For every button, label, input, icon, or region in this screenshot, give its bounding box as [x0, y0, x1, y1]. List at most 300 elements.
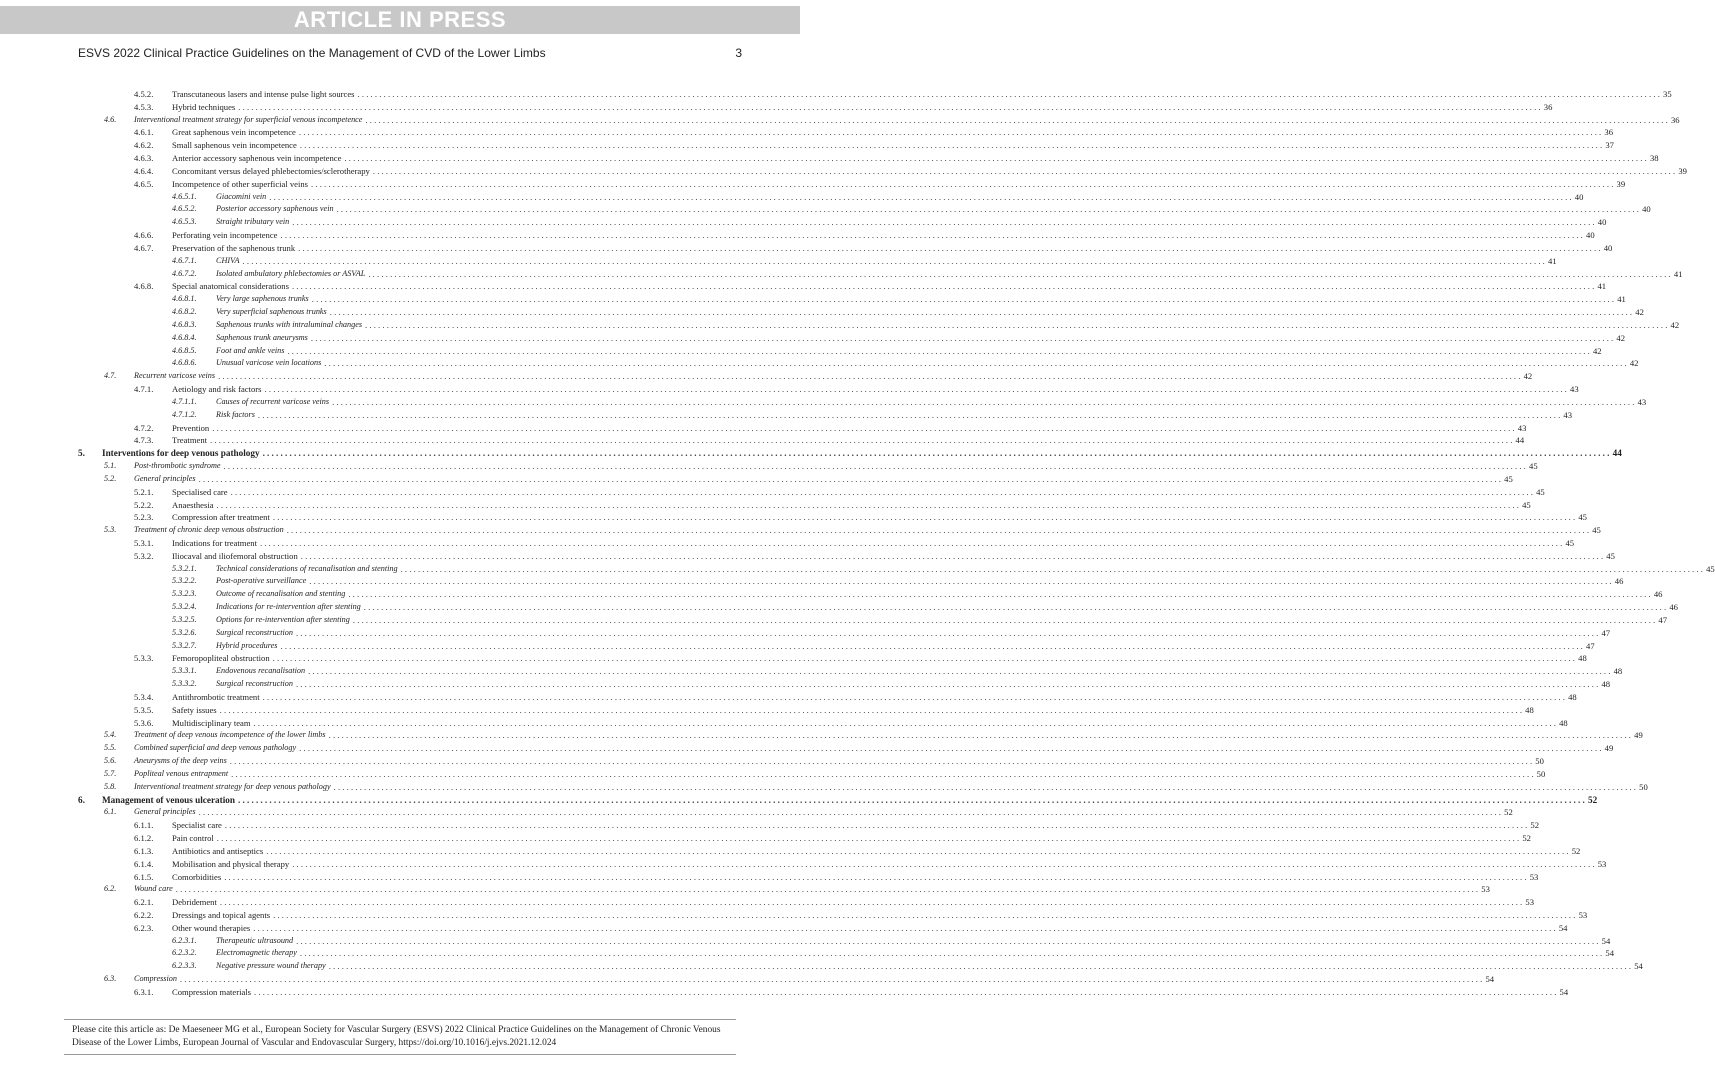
- toc-dot-leader: ............................................................................................................................................................................................................................................................................................................: [372, 165, 1678, 176]
- toc-entry-page: 52: [1522, 833, 1531, 844]
- toc-entry-page: 54: [1485, 974, 1495, 985]
- toc-entry-page: 53: [1525, 897, 1534, 908]
- toc-entry-number: 5.2.2.: [134, 499, 154, 510]
- toc-entry: [78, 319, 1680, 332]
- toc-entry-title: Treatment of chronic deep venous obstruction: [134, 524, 287, 537]
- toc-entry-number: 4.6.2.: [134, 140, 154, 151]
- toc-entry-number: 5.3.3.2.: [172, 679, 197, 689]
- toc-dot-leader: ............................................................................................................................................................................................................................................................................................................: [348, 589, 1653, 600]
- toc-entry-title: Safety issues: [172, 704, 220, 717]
- toc-entry: [78, 357, 1639, 370]
- toc-dot-leader: ............................................................................................................................................................................................................................................................................................................: [368, 268, 1673, 279]
- toc-dot-leader: ............................................................................................................................................................................................................................................................................................................: [324, 358, 1629, 369]
- toc-entry-number: 4.6.5.3.: [172, 217, 197, 227]
- toc-entry-number: 4.5.3.: [134, 101, 154, 112]
- toc-entry: [78, 781, 1648, 794]
- toc-entry: [78, 114, 1680, 127]
- toc-entry-page: 53: [1481, 884, 1490, 895]
- toc-entry: [78, 947, 1614, 960]
- toc-dot-leader: ............................................................................................................................................................................................................................................................................................................: [344, 153, 1649, 164]
- toc-entry: [78, 858, 1607, 871]
- toc-entry-page: 52: [1571, 845, 1581, 856]
- toc-dot-leader: ............................................................................................................................................................................................................................................................................................................: [299, 743, 1604, 754]
- toc-entry-number: 6.2.: [104, 884, 117, 894]
- toc-entry: [78, 896, 1534, 909]
- toc-entry-page: 37: [1605, 140, 1614, 151]
- toc-dot-leader: ............................................................................................................................................................................................................................................................................................................: [273, 910, 1578, 920]
- toc-entry-title: Hybrid procedures: [216, 640, 280, 653]
- toc-entry-page: 45: [1536, 486, 1545, 497]
- toc-entry-title: Specialised care: [172, 486, 231, 499]
- toc-entry: [78, 396, 1647, 409]
- toc-entry: [78, 922, 1568, 935]
- toc-entry-page: 45: [1578, 512, 1587, 523]
- toc-entry: [78, 152, 1659, 165]
- toc-entry: [78, 499, 1531, 512]
- toc-entry: [78, 126, 1613, 139]
- toc-entry-number: 4.7.1.1.: [172, 396, 197, 406]
- toc-entry-page: 50: [1536, 768, 1546, 779]
- toc-entry-number: 4.6.1.: [134, 127, 154, 138]
- toc-dot-leader: ............................................................................................................................................................................................................................................................................................................: [216, 499, 1522, 510]
- toc-entry-number: 6.2.1.: [134, 897, 154, 908]
- toc-dot-leader: ............................................................................................................................................................................................................................................................................................................: [253, 717, 1559, 728]
- toc-entry-title: Indications for treatment: [172, 537, 260, 550]
- toc-dot-leader: ............................................................................................................................................................................................................................................................................................................: [311, 294, 1617, 305]
- toc-dot-leader: ............................................................................................................................................................................................................................................................................................................: [231, 768, 1536, 779]
- toc-entry-page: 36: [1543, 101, 1553, 112]
- toc-dot-leader: ............................................................................................................................................................................................................................................................................................................: [336, 204, 1642, 215]
- toc-entry: [78, 806, 1513, 819]
- toc-entry-title: Very large saphenous trunks: [216, 293, 312, 306]
- toc-entry-title: Anterior accessory saphenous vein incompetence: [172, 152, 344, 165]
- toc-entry: [78, 729, 1643, 742]
- toc-entry-title: Great saphenous vein incompetence: [172, 126, 299, 139]
- toc-entry-number: 4.6.5.: [134, 178, 154, 189]
- toc-dot-leader: ............................................................................................................................................................................................................................................................................................................: [219, 897, 1525, 908]
- toc-dot-leader: ............................................................................................................................................................................................................................................................................................................: [237, 794, 1588, 805]
- toc-entry-number: 4.7.1.: [134, 384, 154, 395]
- toc-entry: [78, 255, 1557, 268]
- toc-entry-title: General principles: [134, 473, 199, 486]
- toc-entry-title: Pain control: [172, 832, 217, 845]
- toc-entry-title: Saphenous trunks with intraluminal changes: [216, 319, 365, 332]
- toc-entry-title: Causes of recurrent varicose veins: [216, 396, 332, 409]
- toc-entry-page: 52: [1530, 820, 1539, 831]
- toc-entry-title: Perforating vein incompetence: [172, 229, 280, 242]
- toc-dot-leader: ............................................................................................................................................................................................................................................................................................................: [295, 627, 1601, 638]
- toc-entry-page: 48: [1601, 679, 1611, 690]
- toc-dot-leader: ............................................................................................................................................................................................................................................................................................................: [295, 679, 1601, 690]
- toc-entry: [78, 460, 1538, 473]
- toc-entry-number: 5.3.3.1.: [172, 666, 197, 676]
- toc-entry: [78, 383, 1579, 396]
- toc-dot-leader: ............................................................................................................................................................................................................................................................................................................: [257, 409, 1563, 420]
- toc-entry-page: 41: [1673, 268, 1683, 279]
- toc-entry-title: Small saphenous vein incompetence: [172, 139, 300, 152]
- toc-entry-title: Preservation of the saphenous trunk: [172, 242, 298, 255]
- toc-entry-title: Dressings and topical agents: [172, 909, 273, 922]
- toc-entry-number: 5.3.2.6.: [172, 627, 197, 637]
- toc-dot-leader: ............................................................................................................................................................................................................................................................................................................: [296, 935, 1601, 946]
- toc-entry-number: 5.3.4.: [134, 691, 154, 702]
- toc-entry-number: 5.2.1.: [134, 486, 154, 497]
- toc-entry-title: Specialist care: [172, 819, 225, 832]
- toc-entry-page: 54: [1558, 922, 1568, 933]
- toc-entry-title: Iliocaval and iliofemoral obstruction: [172, 550, 301, 563]
- toc-entry-title: Special anatomical considerations: [172, 280, 292, 293]
- toc-entry-title: Very superficial saphenous trunks: [216, 306, 330, 319]
- toc-entry-number: 5.3.: [104, 525, 117, 535]
- toc-entry-number: 6.1.4.: [134, 858, 154, 869]
- toc-entry-title: Management of venous ulceration: [102, 794, 238, 807]
- toc-entry-page: 54: [1601, 935, 1611, 946]
- toc-entry-number: 6.1.: [104, 807, 117, 817]
- toc-entry-title: Treatment of deep venous incompetence of the lower limbs: [134, 729, 329, 742]
- toc-entry-title: Compression: [134, 973, 180, 986]
- toc-dot-leader: ............................................................................................................................................................................................................................................................................................................: [328, 961, 1634, 972]
- running-head-title: ESVS 2022 Clinical Practice Guidelines on the Management of CVD of the Lower Limbs: [78, 46, 546, 60]
- toc-entry-number: 5.3.2.2.: [172, 576, 197, 586]
- toc-entry-number: 5.3.2.: [134, 550, 154, 561]
- toc-dot-leader: ............................................................................................................................................................................................................................................................................................................: [216, 833, 1522, 844]
- toc-entry: [78, 216, 1607, 229]
- toc-dot-leader: ............................................................................................................................................................................................................................................................................................................: [230, 486, 1536, 497]
- toc-dot-leader: ............................................................................................................................................................................................................................................................................................................: [298, 242, 1603, 253]
- toc-entry-number: 5.2.3.: [134, 512, 154, 523]
- toc-entry-number: 5.: [78, 448, 85, 459]
- toc-entry-page: 40: [1574, 191, 1584, 202]
- toc-entry: [78, 537, 1575, 550]
- toc-entry-page: 46: [1614, 576, 1624, 587]
- toc-entry-title: Recurrent varicose veins: [134, 370, 218, 383]
- toc-entry-title: Options for re-intervention after stenting: [216, 614, 353, 627]
- toc-entry-page: 48: [1568, 691, 1577, 702]
- toc-entry-page: 42: [1616, 332, 1625, 343]
- toc-entry-number: 6.2.3.: [134, 922, 154, 933]
- toc-entry-title: Isolated ambulatory phlebectomies or ASVAL: [216, 268, 368, 281]
- toc-entry-page: 48: [1559, 717, 1568, 728]
- toc-entry-title: Endovenous recanalisation: [216, 665, 308, 678]
- toc-entry-page: 41: [1617, 294, 1626, 305]
- toc-entry-title: Antibiotics and antiseptics: [172, 845, 266, 858]
- toc-entry-title: Post-operative surveillance: [216, 575, 309, 588]
- toc-entry-page: 48: [1613, 666, 1623, 677]
- toc-entry-title: General principles: [134, 806, 199, 819]
- toc-entry-page: 45: [1592, 525, 1601, 536]
- toc-dot-leader: ............................................................................................................................................................................................................................................................................................................: [219, 704, 1525, 715]
- toc-entry-number: 4.6.8.2.: [172, 307, 197, 317]
- toc-entry-page: 53: [1529, 871, 1539, 882]
- toc-dot-leader: ............................................................................................................................................................................................................................................................................................................: [311, 178, 1616, 189]
- toc-entry-page: 43: [1517, 422, 1527, 433]
- toc-dot-leader: ............................................................................................................................................................................................................................................................................................................: [198, 807, 1504, 818]
- toc-dot-leader: ............................................................................................................................................................................................................................................................................................................: [259, 537, 1565, 548]
- toc-entry: [78, 909, 1588, 922]
- toc-entry: [78, 280, 1607, 293]
- toc-entry-page: 45: [1522, 499, 1531, 510]
- toc-dot-leader: ............................................................................................................................................................................................................................................................................................................: [365, 319, 1670, 330]
- toc-entry-title: Surgical reconstruction: [216, 678, 296, 691]
- toc-entry: [78, 370, 1533, 383]
- toc-entry-number: 5.6.: [104, 756, 117, 766]
- toc-entry-title: Electromagnetic therapy: [216, 947, 300, 960]
- toc-entry-number: 6.2.3.1.: [172, 935, 197, 945]
- toc-dot-leader: ............................................................................................................................................................................................................................................................................................................: [308, 666, 1613, 677]
- toc-entry-number: 6.1.3.: [134, 845, 154, 856]
- toc-entry-title: Prevention: [172, 422, 212, 435]
- toc-entry-page: 40: [1642, 204, 1651, 215]
- toc-entry: [78, 819, 1539, 832]
- toc-entry: [78, 139, 1614, 152]
- toc-entry-page: 52: [1588, 794, 1598, 805]
- toc-entry-page: 47: [1601, 627, 1611, 638]
- citation-text: Please cite this article as: De Maeseneer MG et al., European Society for Vascular Surgery (ESVS) 2022 Clinical Practice Guidelines on the Management of Chronic Venous Disease of the Lower Limbs, European Journal of Vascular and Endovascular Surgery, https://doi.org/10.1016/j.ejvs.2021.12.024: [72, 1025, 721, 1048]
- toc-entry-number: 4.5.2.: [134, 89, 154, 99]
- toc-entry-page: 45: [1706, 563, 1715, 574]
- toc-entry-number: 5.3.2.1.: [172, 563, 197, 573]
- toc-entry-number: 6.1.1.: [134, 820, 154, 831]
- toc-entry: [78, 845, 1581, 858]
- toc-entry-number: 4.6.8.3.: [172, 319, 197, 329]
- toc-entry: [78, 524, 1601, 537]
- toc-entry-page: 39: [1678, 165, 1687, 176]
- toc-entry-title: Comorbidities: [172, 871, 224, 884]
- toc-entry: [78, 306, 1644, 319]
- toc-entry-title: Straight tributary vein: [216, 216, 292, 229]
- toc-entry-title: Interventions for deep venous pathology: [102, 447, 263, 460]
- toc-entry-title: Anaesthesia: [172, 499, 217, 512]
- toc-entry-page: 43: [1570, 384, 1579, 395]
- toc-dot-leader: ............................................................................................................................................................................................................................................................................................................: [357, 89, 1663, 99]
- toc-dot-leader: ............................................................................................................................................................................................................................................................................................................: [224, 871, 1529, 882]
- toc-entry-page: 49: [1634, 730, 1643, 741]
- toc-entry-number: 6.2.3.2.: [172, 948, 197, 958]
- article-in-press-banner: ARTICLE IN PRESS: [0, 6, 800, 34]
- toc-entry: [78, 794, 1598, 807]
- toc-entry-title: Outcome of recanalisation and stenting: [216, 588, 348, 601]
- toc-entry-title: Technical considerations of recanalisation and stenting: [216, 563, 401, 576]
- toc-entry: [78, 191, 1584, 204]
- toc-entry-number: 5.3.2.5.: [172, 614, 197, 624]
- toc-entry-title: Surgical reconstruction: [216, 627, 296, 640]
- toc-entry-number: 5.5.: [104, 743, 117, 753]
- toc-entry-number: 5.3.3.: [134, 653, 154, 664]
- toc-entry-title: Therapeutic ultrasound: [216, 935, 296, 948]
- toc-entry: [78, 832, 1531, 845]
- toc-entry-page: 43: [1563, 409, 1573, 420]
- toc-dot-leader: ............................................................................................................................................................................................................................................................................................................: [328, 730, 1634, 741]
- toc-entry: [78, 268, 1683, 281]
- toc-entry-page: 47: [1586, 640, 1595, 651]
- toc-dot-leader: ............................................................................................................................................................................................................................................................................................................: [272, 512, 1578, 523]
- toc-entry-number: 4.6.8.1.: [172, 294, 197, 304]
- toc-entry-number: 6.3.1.: [134, 986, 154, 997]
- toc-entry-page: 42: [1629, 358, 1639, 369]
- toc-entry-page: 45: [1504, 473, 1513, 484]
- page-number: 3: [735, 46, 742, 60]
- toc-dot-leader: ............................................................................................................................................................................................................................................................................................................: [212, 422, 1517, 433]
- toc-entry-title: Incompetence of other superficial veins: [172, 178, 311, 191]
- toc-entry-number: 4.6.7.2.: [172, 268, 197, 278]
- toc-entry: [78, 434, 1525, 447]
- toc-entry-page: 41: [1597, 281, 1607, 292]
- toc-dot-leader: ............................................................................................................................................................................................................................................................................................................: [333, 781, 1639, 792]
- toc-entry-page: 42: [1635, 307, 1644, 318]
- toc-entry-number: 6.1.5.: [134, 871, 154, 882]
- toc-entry-number: 4.6.8.6.: [172, 358, 197, 368]
- toc-dot-leader: ............................................................................................................................................................................................................................................................................................................: [287, 345, 1592, 356]
- toc-entry: [78, 627, 1611, 640]
- toc-entry-title: Posterior accessory saphenous vein: [216, 203, 337, 216]
- toc-entry-title: Multidisciplinary team: [172, 717, 254, 730]
- toc-entry: [78, 178, 1626, 191]
- toc-entry-title: Other wound therapies: [172, 922, 253, 935]
- toc-entry: [78, 563, 1715, 576]
- toc-entry-title: Saphenous trunk aneurysms: [216, 332, 311, 345]
- toc-entry-title: CHIVA: [216, 255, 243, 268]
- toc-entry-number: 4.7.2.: [134, 422, 154, 433]
- toc-dot-leader: ............................................................................................................................................................................................................................................................................................................: [264, 384, 1570, 395]
- toc-entry-number: 4.6.8.5.: [172, 345, 197, 355]
- toc-entry-number: 4.6.5.2.: [172, 204, 197, 214]
- toc-entry: [78, 601, 1678, 614]
- toc-entry-number: 4.6.3.: [134, 153, 154, 164]
- toc-entry-title: Debridement: [172, 896, 220, 909]
- toc-dot-leader: ............................................................................................................................................................................................................................................................................................................: [210, 435, 1515, 446]
- toc-entry-title: Negative pressure wound therapy: [216, 960, 329, 973]
- toc-entry-page: 44: [1515, 435, 1525, 446]
- toc-entry-page: 53: [1578, 910, 1588, 920]
- toc-entry-page: 47: [1658, 614, 1667, 625]
- toc-dot-leader: ............................................................................................................................................................................................................................................................................................................: [299, 140, 1605, 151]
- toc-entry: [78, 960, 1643, 973]
- toc-entry: [78, 678, 1611, 691]
- toc-entry-page: 54: [1559, 986, 1569, 997]
- toc-entry-page: 53: [1597, 858, 1607, 869]
- toc-entry-number: 4.6.7.1.: [172, 255, 197, 265]
- toc-entry-page: 46: [1653, 589, 1663, 600]
- toc-dot-leader: ............................................................................................................................................................................................................................................................................................................: [292, 217, 1597, 228]
- toc-entry-number: 6.3.: [104, 974, 117, 984]
- toc-entry-title: Transcutaneous lasers and intense pulse light sources: [172, 88, 358, 101]
- toc-entry: [78, 447, 1622, 460]
- toc-entry: [78, 409, 1573, 422]
- running-head: [78, 44, 742, 62]
- toc-entry-number: 4.6.4.: [134, 165, 154, 176]
- toc-entry-number: 6.2.3.3.: [172, 961, 197, 971]
- toc-entry-page: 41: [1548, 255, 1557, 266]
- toc-entry-title: Femoropopliteal obstruction: [172, 652, 273, 665]
- toc-entry-title: Mobilisation and physical therapy: [172, 858, 292, 871]
- toc-dot-leader: ............................................................................................................................................................................................................................................................................................................: [238, 101, 1543, 112]
- toc-entry: [78, 717, 1568, 730]
- toc-entry: [78, 704, 1534, 717]
- toc-entry-number: 5.8.: [104, 781, 117, 791]
- toc-entry: [78, 242, 1613, 255]
- toc-entry-number: 4.6.8.: [134, 281, 154, 292]
- toc-entry-title: Aetiology and risk factors: [172, 383, 265, 396]
- toc-entry: [78, 422, 1527, 435]
- toc-dot-leader: ............................................................................................................................................................................................................................................................................................................: [329, 307, 1635, 318]
- toc-entry-page: 50: [1535, 756, 1544, 767]
- toc-entry-page: 39: [1616, 178, 1626, 189]
- toc-entry-number: 5.3.2.3.: [172, 589, 197, 599]
- toc-dot-leader: ............................................................................................................................................................................................................................................................................................................: [269, 191, 1574, 202]
- toc-entry-page: 49: [1604, 743, 1614, 754]
- toc-dot-leader: ............................................................................................................................................................................................................................................................................................................: [332, 396, 1637, 407]
- toc-dot-leader: ............................................................................................................................................................................................................................................................................................................: [286, 525, 1592, 536]
- toc-entry: [78, 640, 1595, 653]
- toc-entry-page: 48: [1578, 653, 1587, 664]
- toc-entry-page: 42: [1592, 345, 1602, 356]
- toc-dot-leader: ............................................................................................................................................................................................................................................................................................................: [198, 473, 1504, 484]
- toc-entry-page: 40: [1597, 217, 1607, 228]
- toc-entry-number: 6.: [78, 794, 85, 805]
- toc-entry: [78, 768, 1546, 781]
- toc-entry: [78, 165, 1687, 178]
- toc-dot-leader: ............................................................................................................................................................................................................................................................................................................: [179, 974, 1485, 985]
- toc-entry-page: 46: [1669, 602, 1678, 613]
- toc-entry-number: 5.4.: [104, 730, 117, 740]
- toc-entry-title: Interventional treatment strategy for deep venous pathology: [134, 781, 334, 794]
- toc-entry-page: 45: [1606, 550, 1615, 561]
- toc-dot-leader: ............................................................................................................................................................................................................................................................................................................: [223, 461, 1529, 472]
- toc-entry-page: 35: [1663, 89, 1672, 99]
- toc-entry-number: 5.3.6.: [134, 717, 154, 728]
- toc-dot-leader: ............................................................................................................................................................................................................................................................................................................: [299, 948, 1605, 959]
- toc-dot-leader: ............................................................................................................................................................................................................................................................................................................: [365, 114, 1670, 125]
- toc-entry-number: 4.6.5.1.: [172, 191, 197, 201]
- toc-entry: [78, 665, 1623, 678]
- toc-dot-leader: ............................................................................................................................................................................................................................................................................................................: [272, 653, 1578, 664]
- toc-entry-title: Unusual varicose vein locations: [216, 357, 324, 370]
- toc-dot-leader: ............................................................................................................................................................................................................................................................................................................: [254, 986, 1559, 997]
- toc-entry-page: 38: [1649, 153, 1659, 164]
- toc-entry: [78, 511, 1587, 524]
- toc-dot-leader: ............................................................................................................................................................................................................................................................................................................: [280, 640, 1586, 651]
- toc-entry-title: Giacomini vein: [216, 191, 269, 204]
- toc-entry-title: Foot and ankle veins: [216, 345, 287, 358]
- toc-dot-leader: ............................................................................................................................................................................................................................................................................................................: [300, 550, 1606, 561]
- toc-entry: [78, 229, 1595, 242]
- toc-entry-number: 4.7.1.2.: [172, 409, 197, 419]
- toc-entry: [78, 575, 1624, 588]
- toc-entry: [78, 871, 1539, 884]
- toc-entry-title: Concomitant versus delayed phlebectomies/sclerotherapy: [172, 165, 373, 178]
- toc-entry-number: 4.6.: [104, 114, 117, 124]
- toc-dot-leader: ............................................................................................................................................................................................................................................................................................................: [262, 448, 1612, 459]
- toc-entry-number: 5.1.: [104, 461, 117, 471]
- toc-dot-leader: ............................................................................................................................................................................................................................................................................................................: [309, 576, 1614, 587]
- toc-dot-leader: ............................................................................................................................................................................................................................................................................................................: [298, 127, 1604, 138]
- toc-entry-page: 36: [1604, 127, 1613, 138]
- toc-entry-page: 40: [1586, 230, 1595, 241]
- toc-entry-number: 4.6.7.: [134, 242, 154, 253]
- toc-entry: [78, 755, 1544, 768]
- toc-entry-title: Compression materials: [172, 986, 254, 999]
- toc-entry-number: 4.6.6.: [134, 230, 154, 241]
- toc-entry-page: 42: [1523, 371, 1533, 382]
- toc-entry-number: 5.3.1.: [134, 537, 154, 548]
- toc-entry-page: 36: [1670, 114, 1680, 125]
- toc-dot-leader: ............................................................................................................................................................................................................................................................................................................: [262, 691, 1568, 702]
- toc-entry: [78, 588, 1663, 601]
- toc-entry-title: Hybrid techniques: [172, 101, 238, 114]
- toc-dot-leader: ............................................................................................................................................................................................................................................................................................................: [242, 255, 1548, 266]
- toc-entry-page: 45: [1565, 537, 1575, 548]
- toc-entry-number: 5.3.2.7.: [172, 640, 197, 650]
